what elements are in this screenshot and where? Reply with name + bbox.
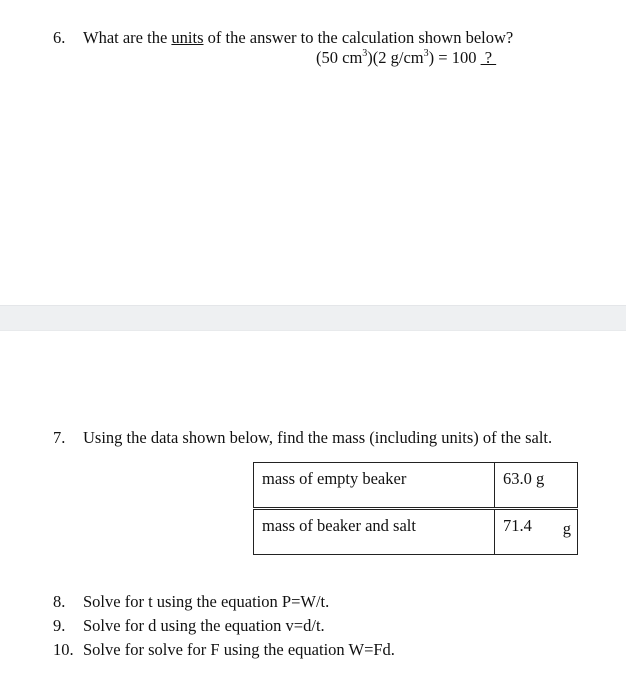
question-10	[53, 640, 395, 660]
table-cell-value	[495, 509, 578, 555]
equation-exponent-2: 3	[423, 47, 429, 59]
question-6-text-before: What are the	[83, 28, 172, 47]
question-6	[53, 28, 513, 48]
equation-part-1: (50 cm	[316, 48, 363, 67]
value-number: 71.4	[503, 516, 532, 535]
question-6-equation	[316, 48, 496, 68]
question-6-units-word: units	[171, 28, 204, 47]
question-7-number: 7.	[53, 428, 66, 447]
equation-answer-blank: ?	[480, 48, 497, 67]
question-6-text-after: of the answer to the calculation shown below?	[203, 28, 514, 47]
equation-part-3: ) = 100	[428, 48, 481, 67]
equation-exponent-1: 3	[362, 47, 368, 59]
table-cell-label: mass of empty beaker	[254, 463, 495, 509]
table-row	[254, 509, 578, 555]
question-9	[53, 616, 325, 636]
question-9-text: Solve for d using the equation v=d/t.	[83, 616, 325, 635]
question-7	[53, 428, 552, 448]
question-10-number: 10.	[53, 640, 74, 659]
equation-part-2: )(2 g/cm	[367, 48, 424, 67]
question-6-number: 6.	[53, 28, 66, 47]
question-9-number: 9.	[53, 616, 66, 635]
page-break-divider	[0, 305, 626, 331]
table-row	[254, 463, 578, 509]
question-10-text: Solve for solve for F using the equation W=Fd.	[83, 640, 395, 659]
question-7-text: Using the data shown below, find the mass (including units) of the salt.	[83, 428, 553, 447]
value-number: 63.0 g	[503, 469, 545, 488]
question-8-number: 8.	[53, 592, 66, 611]
value-unit: g	[562, 519, 571, 538]
question-8-text: Solve for t using the equation P=W/t.	[83, 592, 330, 611]
table-cell-value	[495, 463, 578, 509]
table-cell-label: mass of beaker and salt	[254, 509, 495, 555]
question-8	[53, 592, 329, 612]
beaker-data-table	[253, 462, 578, 555]
